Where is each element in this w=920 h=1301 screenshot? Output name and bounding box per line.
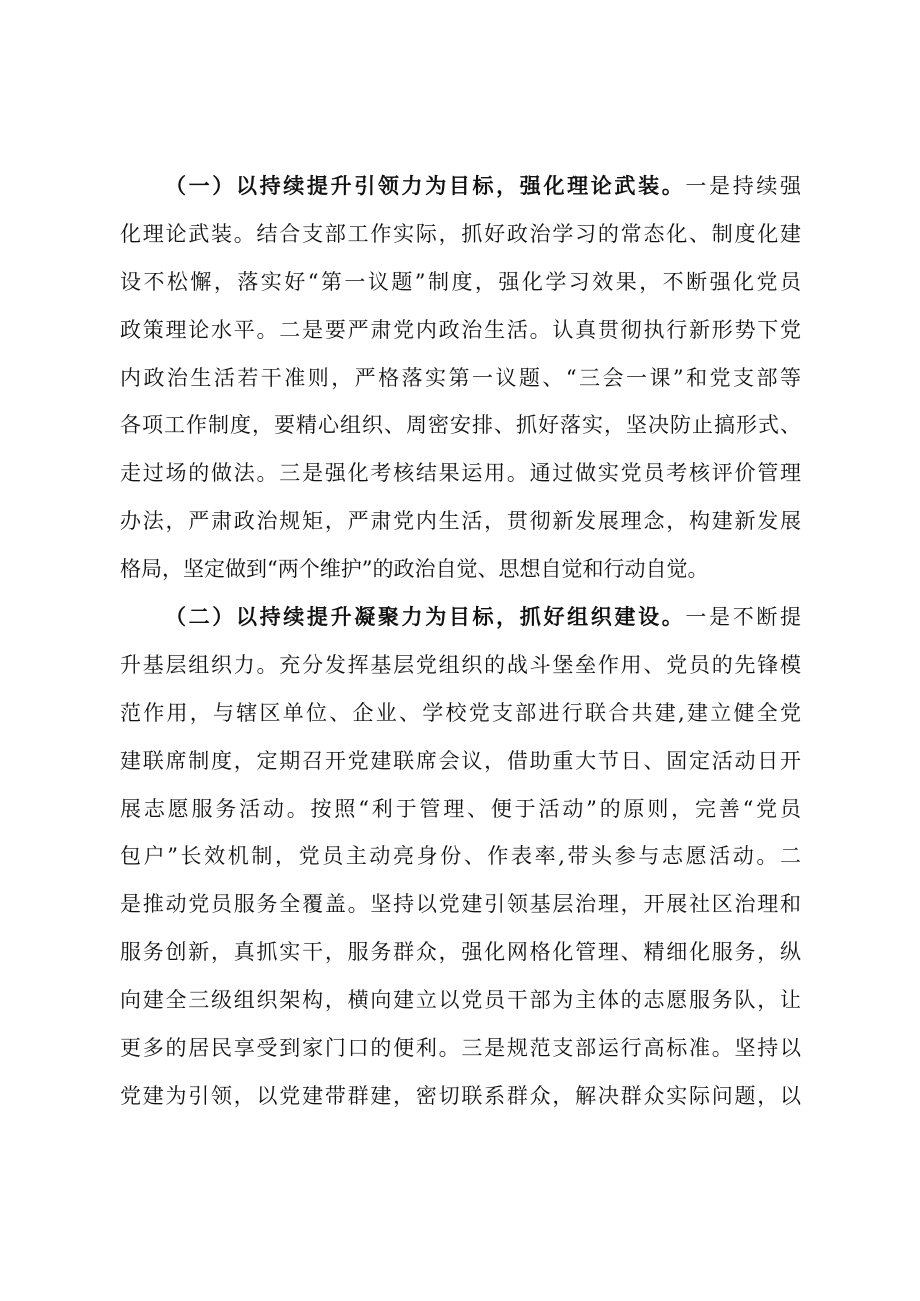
paragraph-line: 建联席制度，定期召开党建联席会议，借助重大节日、固定活动日开	[120, 748, 801, 773]
paragraph-line: 是推动党员服务全覆盖。坚持以党建引领基层治理，开展社区治理和	[120, 892, 801, 917]
paragraph-line: 格局，坚定做到“两个维护”的政治自觉、思想自觉和行动自觉。	[120, 557, 709, 582]
section-2	[120, 594, 801, 1121]
section-heading: （二）以持续提升凝聚力为目标，抓好组织建设。	[165, 605, 686, 630]
paragraph-line	[120, 594, 801, 642]
paragraph-line: 各项工作制度，要精心组织、周密安排、抓好落实，坚决防止搞形式、	[120, 413, 801, 438]
paragraph-line: 包户”长效机制，党员主动亮身份、作表率,带头参与志愿活动。二	[120, 844, 801, 869]
paragraph-line: 政策理论水平。二是要严肃党内政治生活。认真贯彻执行新形势下党	[120, 317, 801, 342]
paragraph-line: 办法，严肃政治规矩，严肃党内生活，贯彻新发展理念，构建新发展	[120, 509, 801, 534]
document-body	[120, 163, 801, 1121]
paragraph-line: 设不松懈，落实好“第一议题”制度，强化学习效果，不断强化党员	[120, 269, 801, 294]
paragraph-line: 更多的居民享受到家门口的便利。三是规范支部运行高标准。坚持以	[120, 1036, 801, 1061]
section-1	[120, 163, 801, 594]
paragraph-line	[120, 163, 801, 211]
paragraph-line: 走过场的做法。三是强化考核结果运用。通过做实党员考核评价管理	[120, 461, 801, 486]
paragraph-line: 党建为引领，以党建带群建，密切联系群众，解决群众实际问题，以	[120, 1083, 801, 1108]
paragraph-line: 服务创新，真抓实干，服务群众，强化网格化管理、精细化服务，纵	[120, 940, 801, 965]
paragraph-line: 化理论武装。结合支部工作实际，抓好政治学习的常态化、制度化建	[120, 221, 801, 246]
line-text: 一是不断提	[685, 605, 802, 630]
line-text: 一是持续强	[685, 174, 802, 198]
paragraph-line: 向建全三级组织架构，横向建立以党员干部为主体的志愿服务队，让	[120, 988, 801, 1013]
paragraph-line: 展志愿服务活动。按照“利于管理、便于活动”的原则，完善“党员	[120, 796, 801, 821]
paragraph-line: 内政治生活若干准则，严格落实第一议题、“三会一课”和党支部等	[120, 365, 801, 390]
section-heading: （一）以持续提升引领力为目标，强化理论武装。	[165, 174, 686, 198]
paragraph-line: 范作用，与辖区单位、企业、学校党支部进行联合共建,建立健全党	[120, 700, 801, 725]
paragraph-line: 升基层组织力。充分发挥基层党组织的战斗堡垒作用、党员的先锋模	[120, 652, 801, 677]
